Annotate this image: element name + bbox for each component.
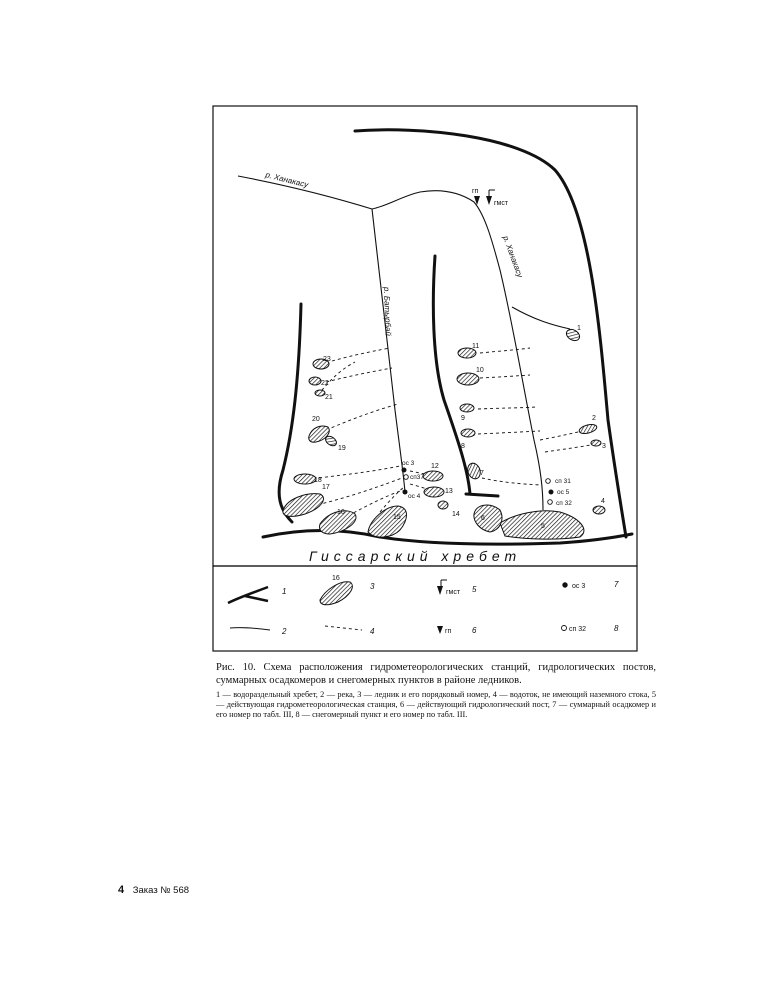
glacier-2 xyxy=(578,423,597,435)
os4-label: ос 4 xyxy=(408,493,421,500)
glacier-number: 16 xyxy=(337,509,345,516)
measurement-points xyxy=(402,460,573,507)
legend-glacier-number: 16 xyxy=(332,575,340,582)
station-gmst xyxy=(486,190,509,207)
os5-label: ос 5 xyxy=(557,489,570,496)
glacier-number: 15 xyxy=(393,514,401,521)
legend-gmst-label: гмст xyxy=(446,589,461,596)
legend-gmst-flag-icon xyxy=(441,580,447,586)
legend-watercourse-symbol xyxy=(325,626,362,630)
glacier-number: 17 xyxy=(322,484,330,491)
legend-os-label: ос 3 xyxy=(572,583,586,590)
legend-number: 6 xyxy=(472,626,477,635)
glacier-6 xyxy=(474,505,502,532)
glacier-13 xyxy=(424,487,444,497)
caption-notes: 1 — водораздельный хребет, 2 — река, 3 — ледник и его порядковый номер, 4 — водоток, не имеющий наземного стока, 5 — действующая гидрометеорологическая станция, 6 — действующий гидрологический пост, 7 — суммарный осадкомер и его номер по табл. III, 8 — снегомерный пункт и его номер по табл. III. xyxy=(216,690,656,719)
page-footer xyxy=(118,884,189,896)
legend-number: 1 xyxy=(282,587,287,596)
glacier-number: 21 xyxy=(325,394,333,401)
river-khanakasu-main xyxy=(238,176,543,510)
ridge-label-gissar: Гиссарский хребет xyxy=(309,548,522,564)
glacier-number: 6 xyxy=(481,515,485,522)
gmst-flag-icon xyxy=(489,190,495,196)
legend-ridge-symbol xyxy=(228,587,268,603)
sp37-open-marker xyxy=(404,475,409,480)
tributary-glacier-1 xyxy=(512,307,570,329)
legend-sp-open-marker xyxy=(562,626,567,631)
glacier-3 xyxy=(591,440,601,446)
station-gp xyxy=(472,188,480,205)
os4-filled-marker xyxy=(403,490,408,495)
legend-number: 3 xyxy=(370,582,375,591)
glacier-18 xyxy=(294,474,316,484)
glacier-number: 13 xyxy=(445,488,453,495)
glacier-8 xyxy=(461,429,475,437)
legend-os-filled-marker xyxy=(562,582,567,587)
os3-filled-marker xyxy=(402,468,407,473)
glacier-number: 19 xyxy=(338,445,346,452)
legend xyxy=(228,575,619,636)
glacier-number: 5 xyxy=(541,523,545,530)
legend-number: 4 xyxy=(370,627,375,636)
legend-number: 8 xyxy=(614,624,619,633)
ridge-short xyxy=(466,494,498,496)
glacier-number: 23 xyxy=(323,356,331,363)
glaciers xyxy=(283,327,605,539)
river-label-khanakasu-left: р. Ханакасу xyxy=(264,170,310,190)
sp31-label: сп 31 xyxy=(555,478,571,485)
order-number: Заказ № 568 xyxy=(132,885,190,896)
glacier-number: 10 xyxy=(476,367,484,374)
glacier-number: 1 xyxy=(577,325,581,332)
glacier-number: 2 xyxy=(592,415,596,422)
sp31-open-marker xyxy=(546,479,551,484)
glacier-17 xyxy=(283,494,324,517)
gmst-triangle-icon xyxy=(486,196,492,205)
legend-sp-label: сп 32 xyxy=(569,626,587,633)
river-label-batyrbai: р. Батырбай xyxy=(382,286,393,336)
glacier-number: 18 xyxy=(314,477,322,484)
station-gmst-label: гмст xyxy=(494,200,509,207)
legend-number: 5 xyxy=(472,585,477,594)
sp32-open-marker xyxy=(548,500,553,505)
ridge-left xyxy=(279,304,301,522)
sp37-label: сп37 xyxy=(410,474,424,481)
glacier-21 xyxy=(315,390,325,396)
station-gp-label: гп xyxy=(472,188,479,195)
glacier-number: 11 xyxy=(472,343,480,350)
glacier-15 xyxy=(368,506,407,537)
legend-frame xyxy=(213,566,637,651)
ridge-right-outer xyxy=(355,130,626,537)
os3-label: ос 3 xyxy=(402,460,415,467)
os5-filled-marker xyxy=(549,490,554,495)
glacier-number: 9 xyxy=(461,415,465,422)
river-label-khanakasu-right: р. Ханакасу xyxy=(501,234,525,279)
figure-caption xyxy=(216,661,656,687)
legend-number: 2 xyxy=(282,627,287,636)
legend-glacier-symbol xyxy=(320,582,352,605)
legend-river-symbol xyxy=(230,628,270,630)
glacier-number: 22 xyxy=(321,380,329,387)
glacier-number: 14 xyxy=(452,511,460,518)
glacier-4 xyxy=(593,506,605,514)
legend-number: 7 xyxy=(614,580,619,589)
glacier-22 xyxy=(309,377,321,385)
glacier-number: 20 xyxy=(312,416,320,423)
sp32-label: сп 32 xyxy=(556,500,572,507)
glacier-10 xyxy=(457,373,479,385)
river-batyrbai xyxy=(372,209,405,492)
page-number: 4 xyxy=(118,884,125,896)
glacier-14 xyxy=(438,501,448,509)
glacier-12 xyxy=(423,471,443,481)
legend-gp-label: гп xyxy=(445,628,452,635)
glacier-number: 12 xyxy=(431,463,439,470)
legend-gp-triangle-icon xyxy=(437,626,443,634)
glacier-9 xyxy=(460,404,474,412)
glacier-number: 8 xyxy=(461,443,465,450)
caption-title: Рис. 10. Схема расположения гидрометеорологических станций, гидрологических постов, суммарных осадкомеров и снегомерных пунктов в районе ледников. xyxy=(216,662,656,686)
legend-gmst-triangle-icon xyxy=(437,586,443,595)
glacier-number: 4 xyxy=(601,498,605,505)
glacier-number: 7 xyxy=(480,470,484,477)
glacier-number: 3 xyxy=(602,443,606,450)
